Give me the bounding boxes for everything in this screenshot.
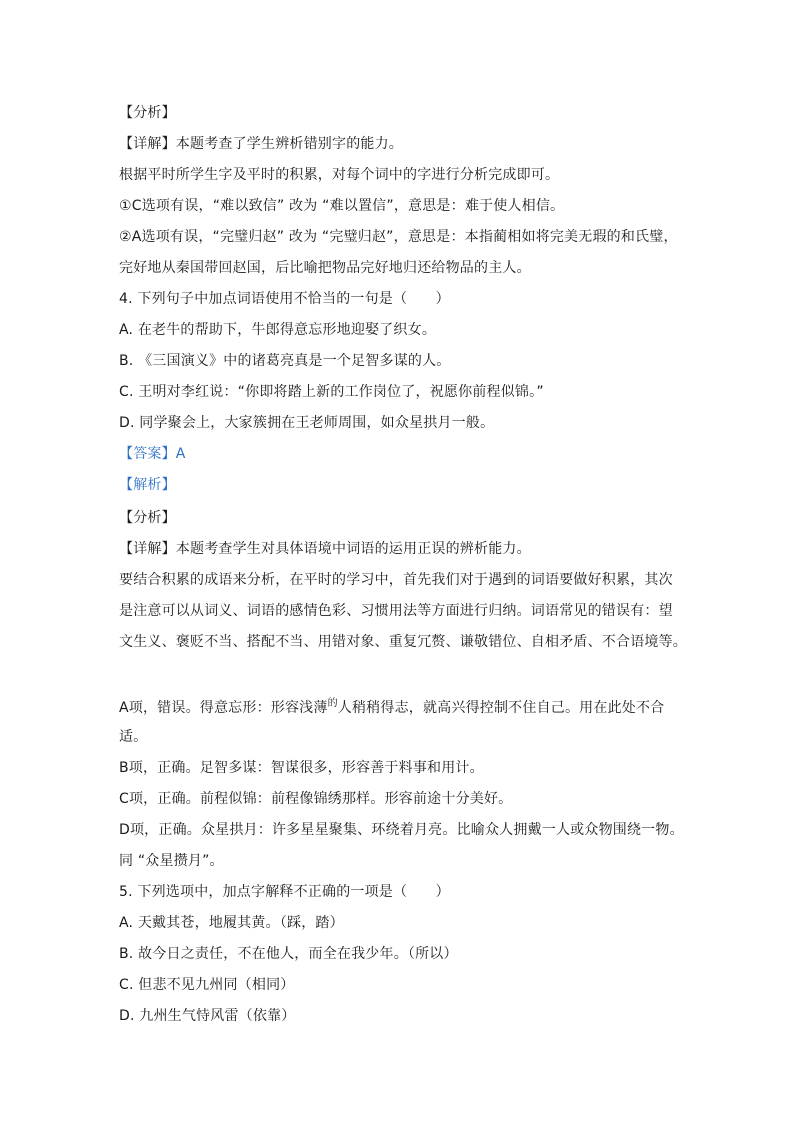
paragraph-line: 是注意可以从词义、词语的感情色彩、习惯用法等方面进行归纳。词语常见的错误有：望 [119,603,673,619]
paragraph-line: 文生义、褒贬不当、搭配不当、用错对象、重复冗赘、谦敬错位、自相矛盾、不合语境等。 [119,634,687,650]
paragraph-line: ①C选项有误，“难以致信” 改为 “难以置信”，意思是：难于使人相信。 [119,198,565,214]
option-a-analysis-end: 人稍稍得志，就高兴得控制不住自己。用在此处不合 [337,700,665,716]
detail-line: 【详解】本题考查学生对具体语境中词语的运用正误的辨析能力。 [119,541,531,557]
question-5-option-d: D. 九州生气恃风雷（依靠） [119,1008,296,1024]
question-4-stem: 4. 下列句子中加点词语使用不恰当的一句是（ ） [119,291,450,307]
paragraph-line: 要结合积累的成语来分析，在平时的学习中，首先我们对于遇到的词语要做好积累，其次 [119,572,673,588]
option-a-analysis [119,699,689,719]
paragraph-line: 同 “众星攒月”。 [119,853,224,869]
question-5-option-a: A. 天戴其苍，地履其黄。（踩，踏） [119,915,344,931]
analysis-heading: 【分析】 [119,510,176,526]
option-c-analysis: C项，正确。前程似锦：前程像锦绣那样。形容前途十分美好。 [119,791,513,807]
option-d-analysis: D项，正确。众星拱月：许多星星聚集、环绕着月亮。比喻众人拥戴一人或众物围绕一物。 [119,822,684,838]
question-4-option-a: A. 在老牛的帮助下，牛郎得意忘形地迎娶了织女。 [119,322,437,338]
question-4-option-b: B. 《三国演义》中的诸葛亮真是一个足智多谋的人。 [119,353,451,369]
paragraph-line: 根据平时所学生字及平时的积累，对每个词中的字进行分析完成即可。 [119,167,560,183]
explanation-label: 【解析】 [119,477,176,493]
answer-label: 【答案】A [119,446,186,462]
question-5-option-c: C. 但悲不见九州同（相同） [119,977,295,993]
superscript-char: 的 [327,698,338,709]
paragraph-line: ②A选项有误，“完璧归赵” 改为 “完璧归赵”，意思是：本指蔺相如将完美无瑕的和氏璧， [119,229,678,245]
question-5-option-b: B. 故今日之责任，不在他人，而全在我少年。（所以） [119,946,458,962]
question-4-option-d: D. 同学聚会上，大家簇拥在王老师周围，如众星拱月一般。 [119,415,495,431]
analysis-heading: 【分析】 [119,105,176,121]
paragraph-line: 完好地从秦国带回赵国，后比喻把物品完好地归还给物品的主人。 [119,260,531,276]
paragraph-line: 适。 [119,729,148,745]
detail-line: 【详解】本题考查了学生辨析错别字的能力。 [119,136,403,152]
question-5-stem: 5. 下列选项中，加点字解释不正确的一项是（ ） [119,884,450,900]
option-a-analysis-start: A项，错误。得意忘形：形容浅薄 [119,700,328,716]
option-b-analysis: B项，正确。足智多谋：智谋很多，形容善于料事和用计。 [119,760,484,776]
question-4-option-c: C. 王明对李红说：“你即将踏上新的工作岗位了，祝愿你前程似锦。” [119,384,544,400]
